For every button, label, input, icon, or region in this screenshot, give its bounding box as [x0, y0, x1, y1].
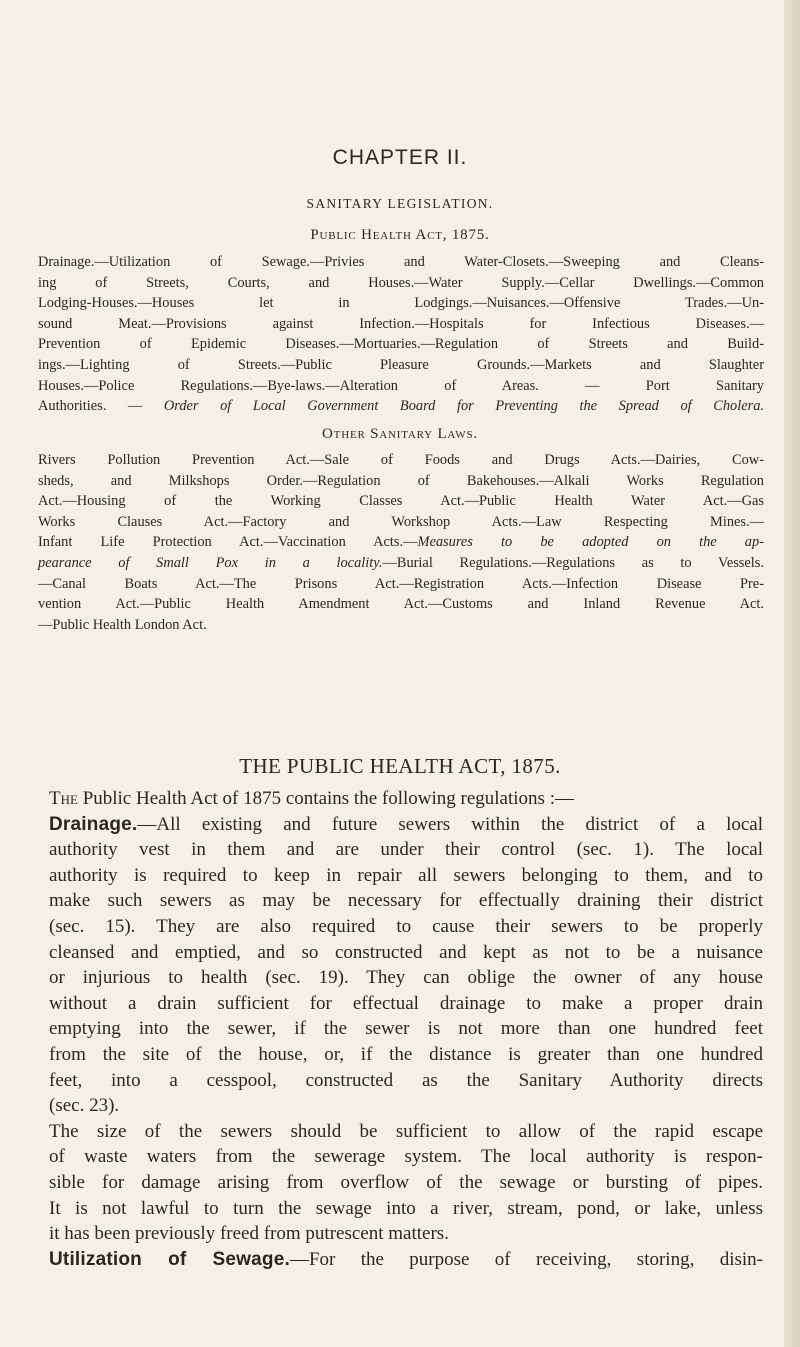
utilization-heading: Utilization of Sewage. [49, 1248, 290, 1270]
body-line: feet, into a cesspool, constructed as the Sanitary Authority directs [49, 1069, 763, 1091]
body-line [49, 812, 763, 838]
summary-line: Works Clauses Act.—Factory and Workshop Acts.—Law Respecting Mines.— [38, 513, 764, 530]
summary-public-health-act [38, 252, 764, 417]
body-line: It is not lawful to turn the sewage into a river, stream, pond, or lake, unless [49, 1197, 763, 1219]
summary-line: Lodging-Houses.—Houses let in Lodgings.—Nuisances.—Offensive Trades.—Un- [38, 295, 764, 312]
summary-line: Houses.—Police Regulations.—Bye-laws.—Alteration of Areas. — Port Sanitary [38, 377, 764, 394]
summary-line: Prevention of Epidemic Diseases.—Mortuaries.—Regulation of Streets and Build- [38, 336, 764, 353]
summary-line: Rivers Pollution Prevention Act.—Sale of Foods and Drugs Acts.—Dairies, Cow- [38, 452, 764, 468]
body-line: it has been previously freed from putrescent matters. [49, 1223, 449, 1245]
body-line: (sec. 15). They are also required to cause their sewers to be properly [49, 915, 763, 937]
summary-line: sound Meat.—Provisions against Infection.—Hospitals for Infectious Diseases.— [38, 315, 764, 332]
summary-text: Infant Life Protection Act.—Vaccination Acts.— [38, 534, 418, 551]
summary-line: vention Act.—Public Health Amendment Act.—Customs and Inland Revenue Act. [38, 596, 764, 613]
body-line: authority vest in them and are under their control (sec. 1). The local [49, 839, 763, 861]
summary-italic-text: Order of Local Government Board for Preventing the Spread of Cholera. [163, 398, 764, 415]
summary-line: Drainage.—Utilization of Sewage.—Privies and Water-Closets.—Sweeping and Cleans- [38, 254, 764, 270]
summary-line: —Canal Boats Act.—The Prisons Act.—Registration Acts.—Infection Disease Pre- [38, 575, 764, 592]
summary-other-sanitary-laws [38, 450, 764, 635]
summary-line [38, 553, 764, 574]
intro-text: Public Health Act of 1875 contains the following regulations :— [77, 788, 574, 809]
summary-heading-other-sanitary-laws: Other Sanitary Laws. [322, 426, 478, 442]
act-heading: THE PUBLIC HEALTH ACT, 1875. [239, 754, 561, 778]
intro-the: The [49, 788, 78, 809]
body-line: (sec. 23). [49, 1095, 120, 1117]
body-line: emptying into the sewer, if the sewer is not more than one hundred feet [49, 1018, 763, 1040]
summary-line [38, 396, 764, 417]
body-line: make such sewers as may be necessary for effectually draining their district [49, 890, 763, 912]
summary-line: —Public Health London Act. [38, 616, 207, 633]
body-line: The size of the sewers should be sufficient to allow of the rapid escape [49, 1120, 763, 1142]
chapter-title: CHAPTER II. [332, 146, 468, 169]
body-text: —For the purpose of receiving, storing, disin- [289, 1248, 763, 1270]
chapter-subtitle: SANITARY LEGISLATION. [306, 196, 494, 211]
summary-line: ings.—Lighting of Streets.—Public Pleasure Grounds.—Markets and Slaughter [38, 356, 764, 373]
summary-line: Act.—Housing of the Working Classes Act.—Public Health Water Act.—Gas [38, 493, 764, 510]
act-body [49, 786, 763, 1272]
body-line: cleansed and emptied, and so constructed and kept as not to be a nuisance [49, 941, 763, 963]
body-line [49, 1247, 763, 1273]
drainage-heading: Drainage. [49, 813, 138, 835]
summary-text: Authorities. — [38, 398, 164, 415]
body-line: from the site of the house, or, if the distance is greater than one hundred [49, 1043, 763, 1065]
body-line: authority is required to keep in repair all sewers belonging to them, and to [49, 864, 763, 886]
intro-line [49, 786, 763, 812]
body-line: of waste waters from the sewerage system. The local authority is respon- [49, 1146, 763, 1168]
summary-line: sheds, and Milkshops Order.—Regulation of Bakehouses.—Alkali Works Regulation [38, 472, 764, 489]
summary-heading-public-health-act: Public Health Act, 1875. [310, 227, 490, 243]
body-line: or injurious to health (sec. 19). They can oblige the owner of any house [49, 967, 763, 989]
summary-line [38, 532, 764, 553]
summary-italic-text: Measures to be adopted on the ap- [417, 534, 764, 551]
body-line: sible for damage arising from overflow of the sewage or bursting of pipes. [49, 1171, 763, 1193]
body-line: without a drain sufficient for effectual drainage to make a proper drain [49, 992, 763, 1014]
summary-text: —Burial Regulations.—Regulations as to Vessels. [382, 554, 764, 571]
summary-line: ing of Streets, Courts, and Houses.—Water Supply.—Cellar Dwellings.—Common [38, 274, 764, 291]
body-text: —All existing and future sewers within the district of a local [137, 813, 763, 835]
summary-italic-text: pearance of Small Pox in a locality. [38, 554, 383, 571]
